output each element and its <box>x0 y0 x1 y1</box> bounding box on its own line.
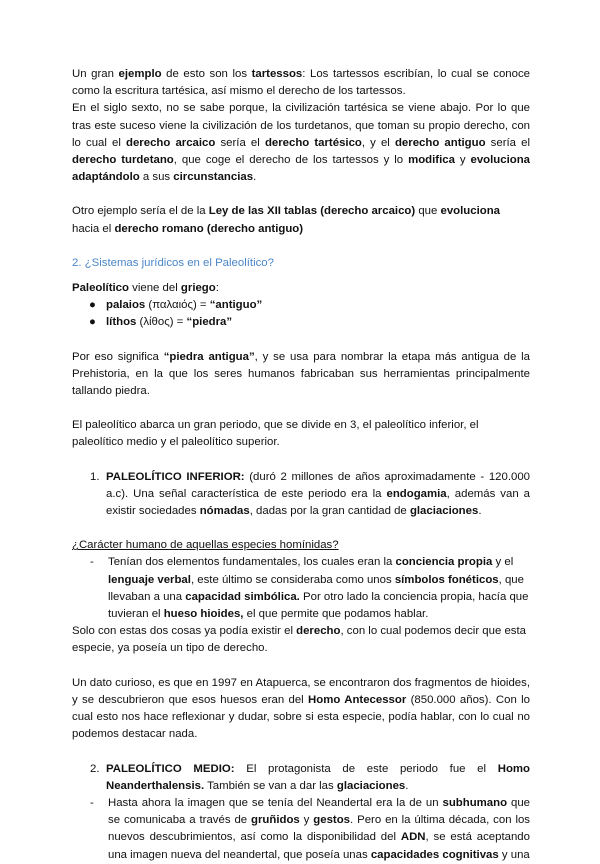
bold-text: evoluciona adaptándolo <box>72 154 530 184</box>
text: . <box>478 505 482 518</box>
bold-text: PALEOLÍTICO MEDIO: <box>106 762 235 775</box>
dash-marker: - <box>90 556 94 569</box>
text: También se van a dar las <box>204 779 337 792</box>
text: El protagonista de este periodo fue el <box>234 762 498 775</box>
text: , que llevaban a una <box>108 573 524 603</box>
text: , se está aceptando una imagen nueva del neandertal, que poseía unas <box>108 831 530 861</box>
list-item <box>72 314 530 331</box>
text: a sus <box>139 171 174 184</box>
bold-text: Homo Antecessor <box>308 693 407 706</box>
bold-text: derecho <box>296 625 341 638</box>
bold-text: Paleolítico <box>72 282 129 295</box>
text: sería el <box>485 136 530 149</box>
bold-text: glaciaciones <box>409 505 479 518</box>
text: . Pero en la última década, con los nuevos descubrimientos, así como la disponibilidad del <box>108 814 531 844</box>
bold-text: ejemplo <box>118 68 162 80</box>
text: (παλαιός) = <box>145 299 210 312</box>
paragraph-periods: El paleolítico abarca un gran periodo, que se divide en 3, el paleolítico inferior, el paleolítico medio y el paleolítico superior. <box>72 419 479 449</box>
text: , con lo cual podemos decir que esta especie, ya poseía un tipo de derecho. <box>72 625 526 655</box>
text: Por otro lado la conciencia propia, hacía que tuvieran el <box>108 590 529 621</box>
text: hacia el <box>72 222 115 235</box>
bold-text: evoluciona <box>440 205 501 218</box>
paragraph-turdetanos <box>72 100 530 186</box>
text: , este último se consideraba como unos <box>190 573 395 586</box>
text: que <box>415 205 441 218</box>
bold-text: símbolos fonéticos <box>394 573 499 586</box>
text: , dadas por la gran cantidad de <box>249 505 410 518</box>
paragraph-atapuerca <box>72 675 530 744</box>
paragraph-piedra-antigua <box>72 349 530 401</box>
text: Un dato curioso, es que en 1997 en Atapuerca, se encontraron dos fragmentos de hioides, y se descubrieron que esos huesos eran del <box>72 676 530 706</box>
bold-text: endogamia <box>386 487 447 500</box>
text: . <box>253 171 257 184</box>
bold-text: conciencia propia <box>395 556 493 569</box>
bold-text: hueso hioides, <box>163 608 244 621</box>
bold-text: gestos <box>313 814 351 827</box>
text: y <box>299 814 314 827</box>
paragraph-derecho <box>72 623 530 657</box>
text: de esto son los <box>161 68 252 80</box>
text: Otro ejemplo sería el de la <box>72 205 209 218</box>
bold-text: griego <box>180 282 216 295</box>
text: el que permite que podamos hablar. <box>243 608 429 621</box>
bold-text: derecho turdetano <box>72 154 174 167</box>
text: Por eso significa <box>72 350 164 363</box>
text: (duró 2 millones de años aproximadamente - 120.000 a.c). Una señal característica de este periodo era la <box>106 470 530 500</box>
etymology-list <box>72 297 530 331</box>
bold-text: Ley de las XII tablas (derecho arcaico) <box>208 205 416 218</box>
text: , y el <box>361 136 395 149</box>
text: : <box>215 282 219 295</box>
text: , que coge el derecho de los tartessos y lo <box>173 154 409 167</box>
list-item-neandertal <box>72 795 530 864</box>
text: . <box>405 779 409 792</box>
bullet-icon: ● <box>89 299 96 312</box>
text: (λίθος) = <box>136 316 187 329</box>
bullet-icon: ● <box>89 316 96 329</box>
text: Solo con estas dos cosas ya podía existir el <box>72 625 297 638</box>
bold-text: glaciaciones <box>336 779 406 792</box>
bold-text: circunstancias <box>173 171 254 184</box>
bold-text: lenguaje verbal <box>108 573 191 586</box>
list-item <box>72 297 530 314</box>
question-heading: ¿Carácter humano de aquellas especies homínidas? <box>72 539 339 552</box>
text: y una <box>498 848 530 861</box>
bold-text: ADN <box>400 831 426 844</box>
text: En el siglo sexto, no se sabe porque, la civilización tartésica se viene abajo. Por lo que tras este suceso viene la civilización de los turdetanos, que toman su propio derecho, con lo cual el <box>72 102 530 149</box>
text: Un gran <box>72 68 119 80</box>
text: (850.000 años). Con lo cual esto nos hace reflexionar y dudar, sobre si esta especie, podía hablar, con lo cual no podemos destacar nada. <box>72 693 530 741</box>
bold-text: líthos <box>106 316 137 329</box>
dash-marker: - <box>90 796 94 809</box>
bold-text: tartessos <box>251 68 303 80</box>
text: Hasta ahora la imagen que se tenía del Neandertal era la de un <box>108 796 443 809</box>
text: y <box>454 154 471 167</box>
text: : Los tartessos escribían, lo cual se conoce como la escritura tartésica, así mismo el derecho de los tartessos. <box>72 68 530 98</box>
list-number: 2. <box>90 762 100 775</box>
list-item-paleolitico-inferior <box>72 469 530 521</box>
text: , además van a existir sociedades <box>106 487 530 518</box>
bold-text: nómadas <box>199 505 250 518</box>
bold-text: capacidades cognitivas <box>370 848 499 861</box>
bold-text: gruñidos <box>251 814 300 827</box>
bold-text: derecho antiguo <box>394 136 486 149</box>
paragraph-tartessos-example <box>72 66 530 100</box>
bold-text: “piedra” <box>186 316 233 329</box>
text: , y se usa para nombrar la etapa más antigua de la Prehistoria, en la que los seres humanos fabricaban sus herramientas principalmente tallando piedra. <box>72 350 530 398</box>
text: viene del <box>128 282 181 295</box>
bold-text: capacidad simbólica. <box>185 590 300 603</box>
text: Tenían dos elementos fundamentales, los cuales eran la <box>108 556 396 569</box>
bold-text: derecho romano (derecho antiguo) <box>114 222 304 235</box>
text: que se comunicaba a través de <box>108 796 531 827</box>
bold-text: “piedra antigua” <box>163 350 255 363</box>
bold-text: modifica <box>408 154 455 167</box>
bold-text: PALEOLÍTICO INFERIOR: <box>106 470 245 483</box>
document-page <box>72 66 530 864</box>
list-item-human-character <box>72 554 530 623</box>
list-item-paleolitico-medio <box>72 761 530 795</box>
bold-text: “antiguo” <box>209 299 263 312</box>
text: y el <box>492 556 514 569</box>
paragraph-xii-tablas <box>72 203 530 237</box>
bold-text: Homo Neanderthalensis. <box>106 762 530 792</box>
paragraph-paleolitico-origin <box>72 280 530 297</box>
bold-text: derecho arcaico <box>126 136 216 149</box>
list-number: 1. <box>90 470 100 483</box>
bold-text: derecho tartésico <box>264 136 362 149</box>
bold-text: palaios <box>106 299 146 312</box>
text: sería el <box>215 136 265 149</box>
bold-text: subhumano <box>442 796 508 809</box>
section-heading: 2. ¿Sistemas jurídicos en el Paleolítico? <box>72 256 274 269</box>
